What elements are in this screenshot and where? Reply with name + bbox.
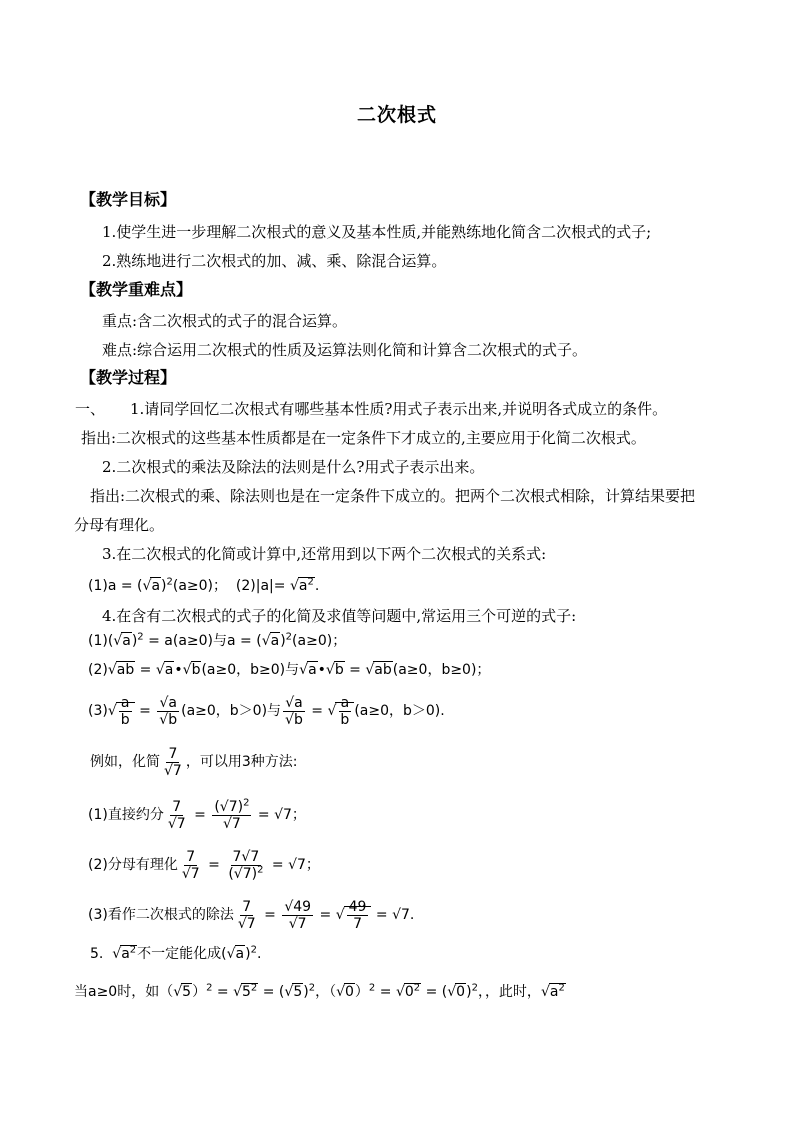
step-1-note: 指出:二次根式的这些基本性质都是在一定条件下才成立的,主要应用于化简二次根式。 — [81, 429, 646, 447]
method-1-label: (1)直接约分 — [88, 807, 164, 823]
formula-step-3: $(1)a = (√a)^2(a\ge 0)$； $(2)|a|= √a^2$. — [88, 576, 320, 594]
method-1: (1)直接约分 $\frac{7}{√7}$ = $\frac{(√7)^2}{√7}$ = √7； — [88, 796, 306, 832]
step-2-note-line1: 指出:二次根式的乘、除法则也是在一定条件下成立的。把两个二次根式相除，计算结果要把 — [90, 487, 696, 505]
key-point-difficulty: 难点:综合运用二次根式的性质及运算法则化简和计算含二次根式的式子。 — [102, 341, 588, 359]
example-text-b: ，可以用3种方法: — [185, 754, 298, 770]
formula-4-1: $(1)(√a)^2 = a(a\ge 0)$与$a = (√a)^2(a\ge 0)$； — [88, 631, 347, 649]
goal-2: 2.熟练地进行二次根式的加、减、乘、除混合运算。 — [102, 252, 447, 270]
page-title: 二次根式 — [356, 104, 437, 126]
last-line-text-b: ，此时， — [484, 984, 541, 1000]
step-5: 5. $√a^2$不一定能化成$(√a)^2$. — [90, 944, 262, 962]
goal-1: 1.使学生进一步理解二次根式的意义及基本性质,并能熟练地化简含二次根式的式子; — [102, 223, 652, 241]
section-heading-goals: 【教学目标】 — [80, 190, 177, 209]
method-3: (3)看作二次根式的除法 $\frac{7}{√7}$ = $\frac{√49}{√7}$ = √ $\frac{49}{7}$ = √7. — [88, 898, 415, 932]
method-3-label: (3)看作二次根式的除法 — [88, 907, 234, 923]
section-heading-key-points: 【教学重难点】 — [80, 280, 193, 299]
section-heading-process: 【教学过程】 — [80, 368, 177, 387]
step-2: 2.二次根式的乘法及除法的法则是什么?用式子表示出来。 — [102, 458, 485, 476]
step-5-number: 5. — [90, 946, 104, 962]
method-2: (2)分母有理化 $\frac{7}{√7}$ = $\frac{7√7}{(√7)^2}$ = √7； — [88, 848, 320, 882]
step-5-text: 不一定能化成 — [137, 946, 222, 962]
example-text-a: 例如，化简 — [90, 754, 160, 770]
step-1: 1.请同学回忆二次根式有哪些基本性质?用式子表示出来,并说明各式成立的条件。 — [130, 400, 668, 418]
step-2-note-line2: 分母有理化。 — [74, 516, 165, 534]
step-3: 3.在二次根式的化简或计算中,还常用到以下两个二次根式的关系式: — [102, 545, 547, 563]
last-line-text-a: 当a≥0时，如（ — [74, 984, 174, 1000]
formula-4-3: (3)√ $\frac{a}{b}$ = $\frac{√a}{√b}$ (a≥0，b＞0)与 $\frac{√a}{√b}$ = √ $\frac{a}{b}$ (a≥0，b＞0). — [88, 694, 445, 728]
method-2-label: (2)分母有理化 — [88, 857, 178, 873]
step-4: 4.在含有二次根式的式子的化简及求值等问题中,常运用三个可逆的式子: — [102, 607, 577, 625]
step-1-prefix: 一、 — [75, 400, 106, 418]
last-line: 当a≥0时，如$(√5)^2 = √5^2 = (√5)^2$，$(√0)^2 = √0^2 = (√0)^2$，，此时，$√a^2$ — [74, 982, 565, 1000]
example-line: 例如，化简 $\frac{7}{√7}$ ，可以用3种方法: — [90, 745, 298, 779]
formula-4-2: (2)√ab = √a•√b(a≥0，b≥0)与√a•√b = √ab(a≥0，b≥0)； — [88, 662, 491, 678]
key-point-focus: 重点:含二次根式的式子的混合运算。 — [102, 312, 348, 330]
